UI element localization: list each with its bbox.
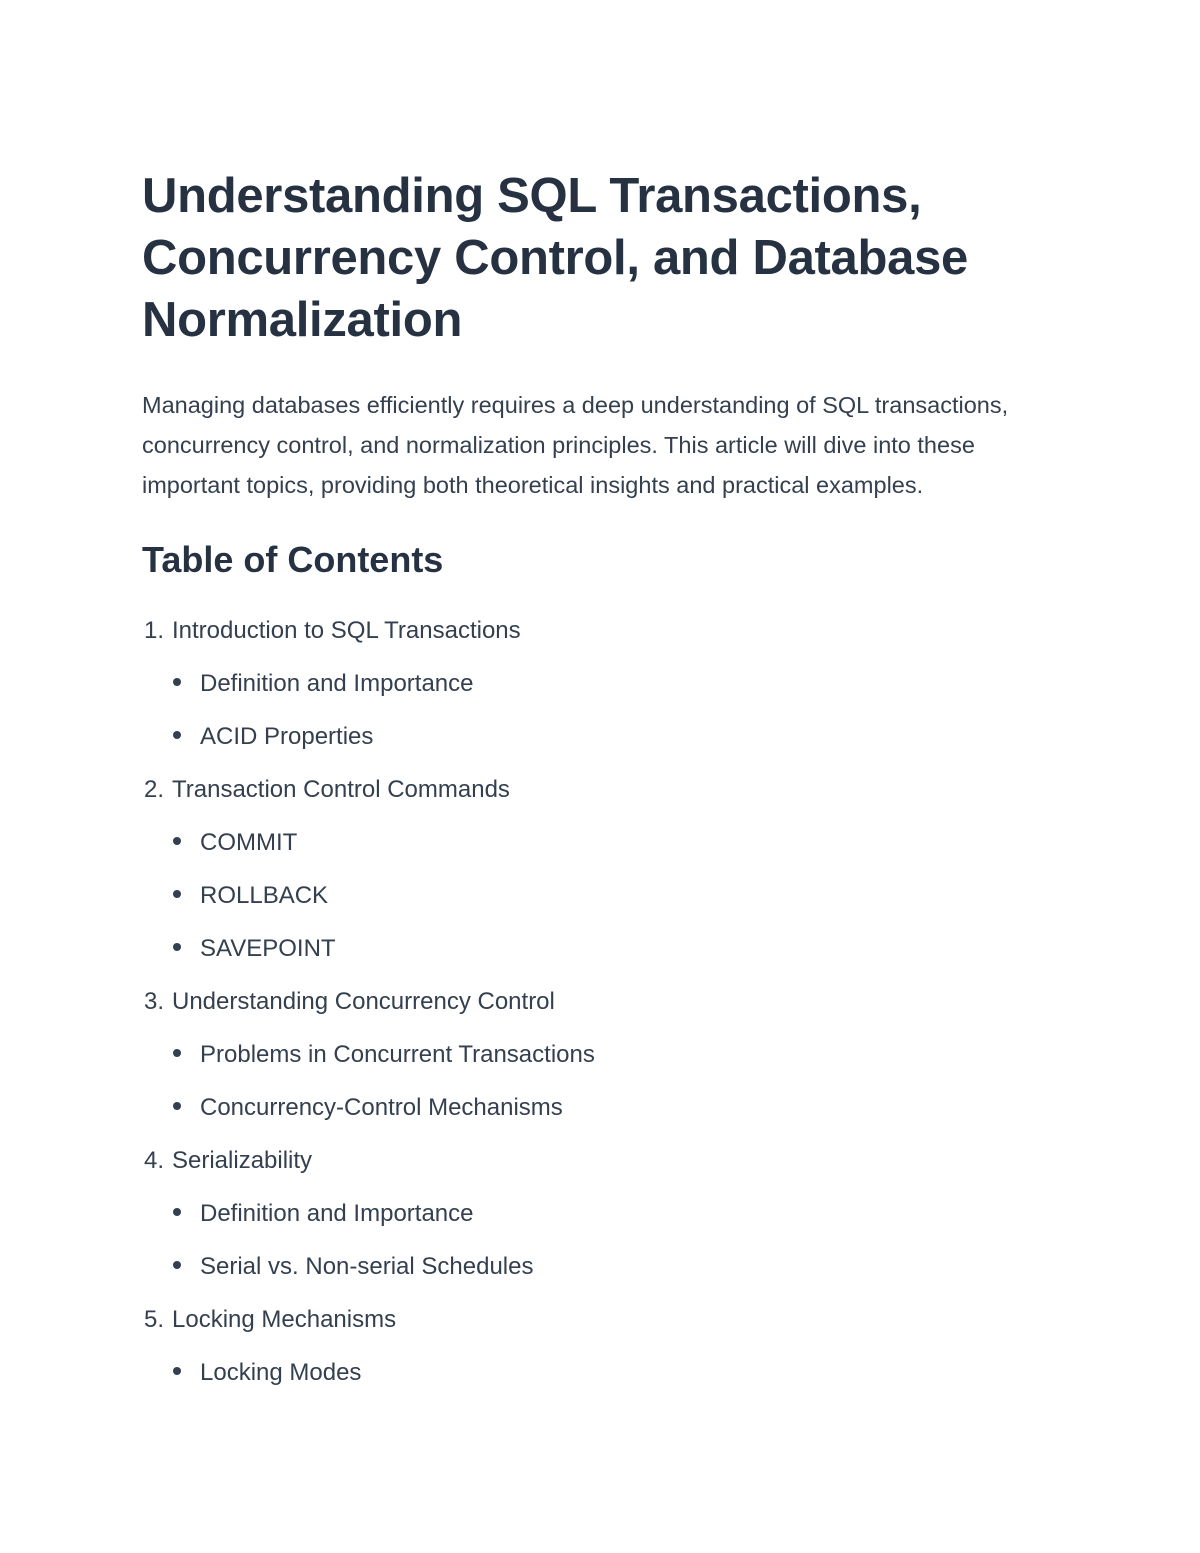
toc-subitem (142, 933, 1022, 986)
bullet-icon (173, 890, 181, 898)
toc-sublist (142, 1039, 1022, 1145)
page-title: Understanding SQL Transactions, Concurrency Control, and Database Normalization (142, 169, 968, 347)
toc-entry (142, 615, 1022, 668)
bullet-icon (173, 1102, 181, 1110)
bullet-icon (173, 1049, 181, 1057)
toc-entry (142, 986, 1022, 1039)
toc-sublist (142, 668, 1022, 774)
toc-number: 5. (144, 1306, 165, 1333)
intro-paragraph: Managing databases efficiently requires a deep understanding of SQL transactions, concurrency control, and normalization principles. This article will dive into these important topics, providing both theoretical insights and practical examples. (142, 392, 1009, 498)
toc-subitem-label: COMMIT (200, 829, 298, 856)
toc-subitem (142, 880, 1022, 933)
toc-section-4 (142, 1145, 1022, 1304)
bullet-icon (173, 731, 181, 739)
bullet-icon (173, 943, 181, 951)
toc-subitem-label: ROLLBACK (200, 882, 329, 909)
toc-subitem (142, 827, 1022, 880)
toc-heading: Table of Contents (142, 539, 444, 580)
table-of-contents (142, 615, 1022, 1410)
toc-entry (142, 1145, 1022, 1198)
bullet-icon (173, 1367, 181, 1375)
toc-subitem (142, 1357, 1022, 1410)
toc-subitem (142, 1251, 1022, 1304)
toc-sublist (142, 1198, 1022, 1304)
bullet-icon (173, 1261, 181, 1269)
toc-sublist (142, 1357, 1022, 1410)
toc-subitem (142, 1198, 1022, 1251)
toc-subitem (142, 1092, 1022, 1145)
toc-label: Introduction to SQL Transactions (172, 617, 521, 644)
toc-subitem-label: SAVEPOINT (200, 935, 336, 962)
toc-subitem-label: Concurrency-Control Mechanisms (200, 1094, 563, 1121)
document-page (142, 165, 1022, 1410)
toc-subitem (142, 1039, 1022, 1092)
toc-subitem-label: Locking Modes (200, 1359, 362, 1386)
bullet-icon (173, 678, 181, 686)
toc-subitem-label: Serial vs. Non-serial Schedules (200, 1253, 534, 1280)
toc-subitem-label: Definition and Importance (200, 1200, 474, 1227)
toc-number: 2. (144, 776, 165, 803)
toc-subitem-label: Problems in Concurrent Transactions (200, 1041, 595, 1068)
toc-section-1 (142, 615, 1022, 774)
toc-number: 4. (144, 1147, 165, 1174)
toc-entry (142, 774, 1022, 827)
toc-sublist (142, 827, 1022, 986)
toc-subitem-label: Definition and Importance (200, 670, 474, 697)
bullet-icon (173, 1208, 181, 1216)
toc-subitem (142, 668, 1022, 721)
toc-entry (142, 1304, 1022, 1357)
toc-section-5 (142, 1304, 1022, 1410)
toc-subitem (142, 721, 1022, 774)
toc-label: Transaction Control Commands (172, 776, 510, 803)
bullet-icon (173, 837, 181, 845)
toc-label: Understanding Concurrency Control (172, 988, 555, 1015)
toc-number: 1. (144, 617, 165, 644)
toc-section-2 (142, 774, 1022, 986)
toc-label: Serializability (172, 1147, 313, 1174)
toc-subitem-label: ACID Properties (200, 723, 374, 750)
toc-label: Locking Mechanisms (172, 1306, 397, 1333)
toc-number: 3. (144, 988, 165, 1015)
toc-section-3 (142, 986, 1022, 1145)
